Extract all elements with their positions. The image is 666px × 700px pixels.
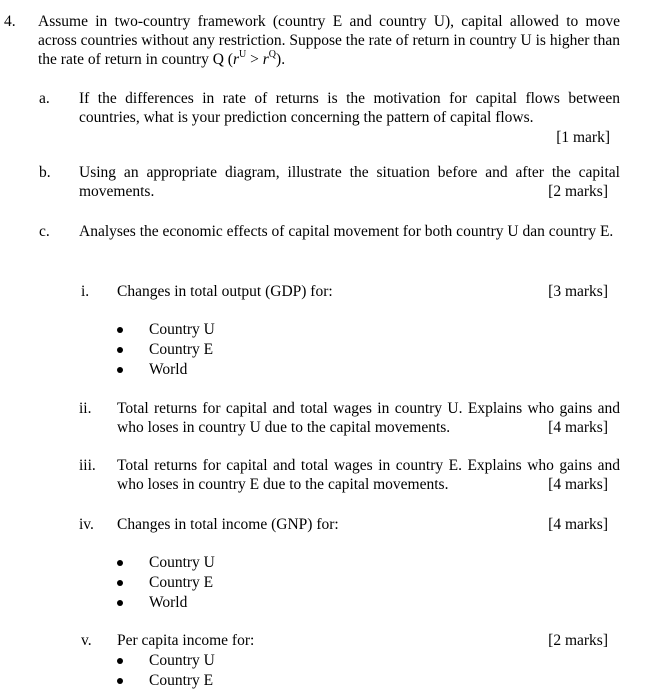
part-c-iv-label: iv.	[79, 516, 94, 533]
intro-text: Assume in two-country framework (country E and country U), capital allowed to move across countries without any restriction. Suppose the rate of return in country U is higher than the rate of return in country Q (	[38, 13, 620, 68]
bullet-text: Country U	[149, 652, 215, 669]
part-c-text: Analyses the economic effects of capital movement for both country U dan country E.	[79, 223, 614, 240]
part-c-iii-label: iii.	[79, 457, 96, 474]
part-c-iii-text: Total returns for capital and total wages in country E. Explains who gains and who loses in country E due to the capital movements.	[117, 457, 620, 493]
part-c-ii-label: ii.	[79, 400, 92, 417]
bullet-dot	[117, 658, 123, 664]
bullet-dot	[117, 347, 123, 353]
bullet-dot	[117, 678, 123, 684]
part-b-text: Using an appropriate diagram, illustrate the situation before and after the capital movements.	[79, 164, 620, 200]
bullet-dot	[117, 580, 123, 586]
bullet-text: Country U	[149, 321, 215, 338]
part-b-label: b.	[39, 164, 51, 181]
part-c-ii-marks: [4 marks]	[542, 418, 608, 437]
bullet-dot	[117, 600, 123, 606]
sup-u: U	[239, 48, 247, 60]
part-c-label: c.	[39, 223, 50, 240]
bullet-text: World	[149, 594, 188, 611]
gt-symbol: >	[246, 51, 263, 68]
part-c-i-text: Changes in total output (GDP) for:	[117, 283, 333, 300]
part-c-iv-marks: [4 marks]	[548, 516, 608, 533]
bullet-dot	[117, 367, 123, 373]
bullet-text: Country E	[149, 574, 214, 591]
part-c-v-marks: [2 marks]	[548, 632, 608, 649]
bullet-text: Country U	[149, 554, 215, 571]
sup-q: Q	[268, 48, 277, 60]
bullet-text: Country E	[149, 672, 214, 689]
part-b-marks: [2 marks]	[548, 183, 608, 200]
part-c-v-label: v.	[81, 632, 92, 649]
bullet-dot	[117, 327, 123, 333]
bullet-text: World	[149, 361, 188, 378]
bullet-text: Country E	[149, 341, 214, 358]
r-symbol-2: r	[262, 51, 269, 68]
part-c-i-marks: [3 marks]	[548, 283, 608, 300]
part-a-text: If the differences in rate of returns is the motivation for capital flows between countries, what is your prediction concerning the pattern of capital flows.	[79, 90, 620, 126]
part-a-label: a.	[39, 90, 50, 107]
part-c-iii-marks: [4 marks]	[542, 475, 608, 494]
part-c-iv-text: Changes in total income (GNP) for:	[117, 516, 339, 533]
part-a-marks: [1 mark]	[556, 129, 610, 146]
part-c-v-text: Per capita income for:	[117, 632, 255, 649]
bullet-dot	[117, 560, 123, 566]
intro-end: ).	[276, 51, 286, 68]
part-c-i-label: i.	[81, 283, 90, 300]
question-number: 4.	[4, 13, 16, 30]
part-c-ii-text: Total returns for capital and total wages in country U. Explains who gains and who loses in country U due to the capital movements.	[117, 400, 620, 436]
r-symbol: r	[232, 51, 240, 68]
question-intro	[38, 12, 620, 69]
